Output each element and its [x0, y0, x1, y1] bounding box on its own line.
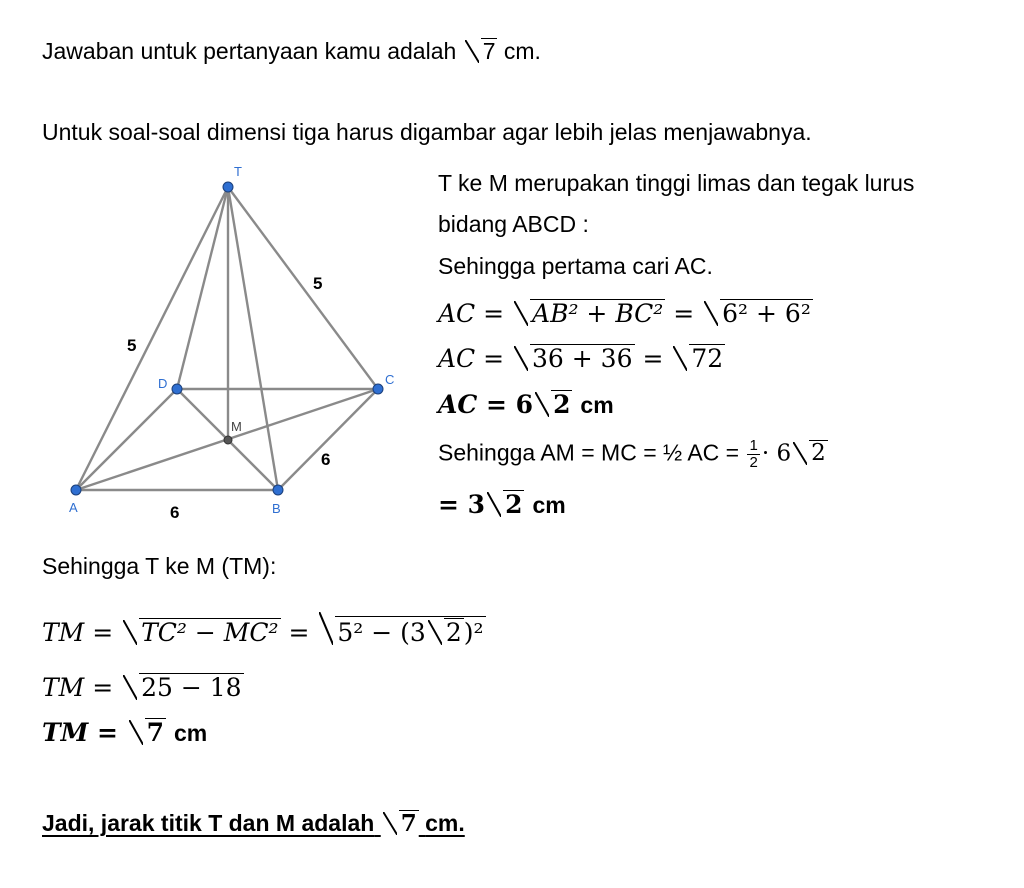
- label-d: D: [158, 376, 168, 391]
- am-line-text: Sehingga AM = MC = ½ AC =: [438, 439, 740, 466]
- ac-eq1-lhs: AC: [438, 299, 476, 328]
- tm-eq1-lhs: TM: [42, 618, 85, 647]
- explanation-line-2: bidang ABCD :: [438, 211, 589, 237]
- intro-sqrt: [465, 38, 498, 63]
- ac-eq2-lhs: AC: [438, 344, 476, 373]
- intro-line: [42, 38, 541, 63]
- vertex-labels: [69, 164, 394, 516]
- am-result-unit: cm: [532, 492, 566, 518]
- am-result-coef: 3: [467, 490, 486, 519]
- ac-eq3-coef: 6: [515, 390, 534, 419]
- label-m: M: [231, 419, 242, 434]
- tm-eq1-inner-sqrt: 2: [428, 618, 464, 645]
- length-tc: 5: [313, 274, 323, 293]
- tm-eq3-lhs: TM: [42, 718, 89, 747]
- ac-eq2-sqrt-1: 36 + 36: [514, 344, 634, 371]
- conclusion-prefix: Jadi, jarak titik T dan M adalah: [42, 810, 375, 836]
- tm-eq1-sqrt-1: TC² − MC²: [123, 618, 280, 645]
- ac-equation-1: AC = AB² + BC² = 6² + 6²: [438, 299, 811, 328]
- tm-eq2-sqrt: 25 − 18: [123, 673, 243, 700]
- am-line-tail: · 6: [761, 440, 792, 467]
- explanation-line-3: Sehingga pertama cari AC.: [438, 253, 713, 279]
- ac-eq1-sqrt-2: 6² + 6²: [704, 299, 813, 326]
- point-t: [223, 182, 233, 192]
- am-line: [438, 438, 828, 471]
- tm-equation-2: TM = 25 − 18: [42, 673, 242, 702]
- edge-da: [76, 389, 177, 490]
- tm-heading: Sehingga T ke M (TM):: [42, 553, 277, 579]
- point-a: [71, 485, 81, 495]
- length-ab: 6: [170, 503, 180, 522]
- ac-equation-3: AC = 6 2 cm: [438, 390, 614, 419]
- conclusion-line: [42, 810, 465, 835]
- pyramid-diagram: [60, 160, 430, 530]
- ac-eq3-sqrt: 2: [535, 390, 572, 417]
- point-d: [172, 384, 182, 394]
- length-ta: 5: [127, 336, 137, 355]
- ac-eq2-sqrt-2: 72: [673, 344, 725, 371]
- ac-eq3-lhs: AC: [438, 390, 478, 419]
- explanation-line-1: T ke M merupakan tinggi limas dan tegak lurus: [438, 170, 915, 196]
- edge-tb: [228, 187, 278, 490]
- diagram-edges: [76, 187, 378, 490]
- am-fraction: $\frac{1}{2}$: [749, 437, 758, 471]
- instruction-line: Untuk soal-soal dimensi tiga harus digambar agar lebih jelas menjawabnya.: [42, 119, 812, 145]
- conclusion-sqrt: 7: [383, 810, 419, 835]
- point-b: [273, 485, 283, 495]
- edge-td: [177, 187, 228, 389]
- label-a: A: [69, 500, 78, 515]
- label-b: B: [272, 501, 281, 516]
- label-c: C: [385, 372, 395, 387]
- intro-suffix: cm.: [503, 38, 541, 64]
- tm-eq3-unit: cm: [174, 720, 208, 746]
- edge-bc: [278, 389, 378, 490]
- conclusion-suffix: cm.: [425, 810, 465, 836]
- edge-ta: [76, 187, 228, 490]
- label-t: T: [234, 164, 242, 179]
- am-result: = 3 2 cm: [438, 490, 566, 519]
- tm-eq2-lhs: TM: [42, 673, 85, 702]
- ac-eq3-unit: cm: [580, 392, 614, 418]
- tm-equation-1: TM = TC² − MC² = 5² − (3 2)²: [42, 610, 486, 645]
- intro-prefix: Jawaban untuk pertanyaan kamu adalah: [42, 38, 457, 64]
- tm-equation-3: TM = 7 cm: [42, 718, 208, 747]
- am-line-sqrt: 2: [793, 440, 828, 465]
- point-m: [224, 436, 232, 444]
- length-bc: 6: [321, 450, 331, 469]
- edge-tc: [228, 187, 378, 389]
- am-result-sqrt: 2: [487, 490, 524, 517]
- ac-equation-2: AC = 36 + 36 = 72: [438, 344, 724, 373]
- tm-eq1-sqrt-2: 5² − (3 2)²: [319, 610, 485, 645]
- tm-eq3-sqrt: 7: [129, 718, 166, 745]
- ac-eq1-sqrt-1: AB² + BC²: [514, 299, 665, 326]
- point-c: [373, 384, 383, 394]
- intro-radicand: 7: [482, 38, 496, 64]
